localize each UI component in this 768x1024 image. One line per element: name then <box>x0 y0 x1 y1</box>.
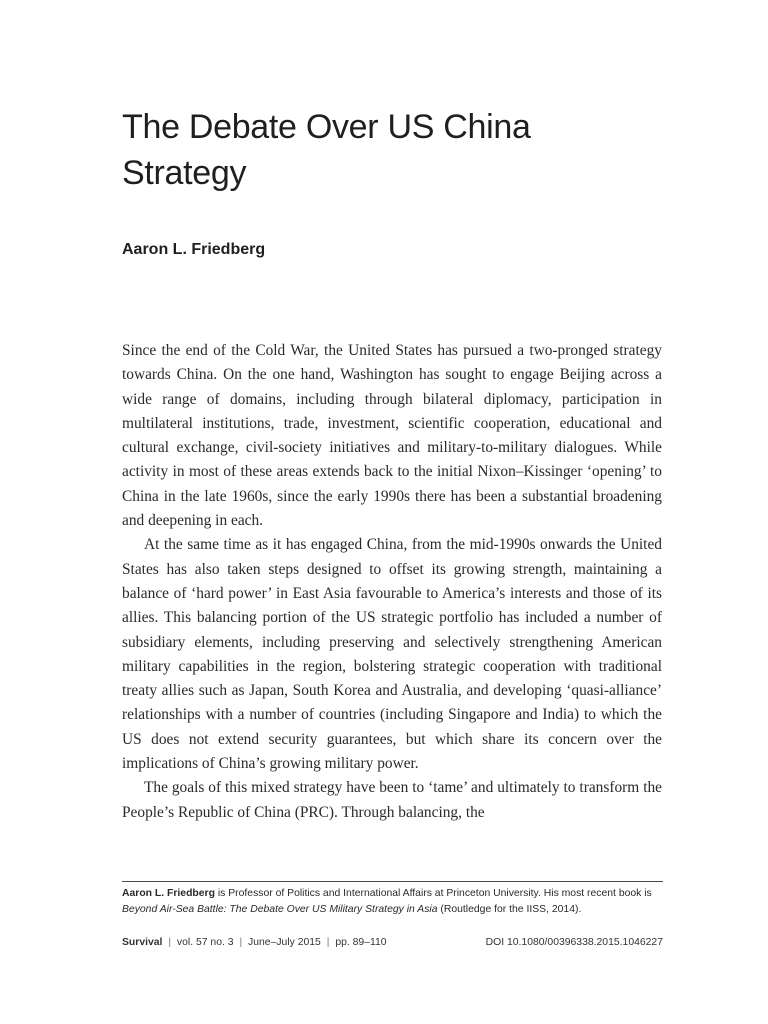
author-note-text-end: (Routledge for the IISS, 2014). <box>437 904 582 915</box>
citation-separator: | <box>239 937 243 948</box>
page-footer <box>122 936 663 950</box>
citation <box>122 936 387 950</box>
author-note <box>122 886 663 918</box>
body-paragraph-1: Since the end of the Cold War, the United States has pursued a two-pronged strategy towards China. On the one hand, Washington has sought to engage Beijing across a wide range of domains, including through bilateral diplomacy, participation in multilateral institutions, trade, investment, scientific cooperation, educational and cultural exchange, civil-society initiatives and military-to-military dialogues. While activity in most of these areas extends back to the initial Nixon–Kissinger ‘opening’ to China in the late 1960s, since the early 1990s there has been a substantial broadening and deepening in each. <box>122 342 662 530</box>
journal-date: June–July 2015 <box>248 937 321 948</box>
doi: DOI 10.1080/00396338.2015.1046227 <box>485 937 663 948</box>
journal-volume: vol. 57 no. 3 <box>176 937 234 948</box>
body-paragraph-2: At the same time as it has engaged China, from the mid-1990s onwards the United States has also taken steps designed to offset its growing strength, maintaining a balance of ‘hard power’ in East Asia favourable to America’s interests and those of its allies. This balancing portion of the US strategic portfolio has included a number of subsidiary elements, including preserving and selectively strengthening American military capabilities in the region, bolstering strategic cooperation with traditional treaty allies such as Japan, South Korea and Australia, and developing ‘quasi-alliance’ relationships with a number of countries (including Singapore and India) to which the US does not extend security guarantees, but which share its concern over the implications of China’s growing military power. <box>122 536 662 773</box>
citation-separator: | <box>326 937 330 948</box>
journal-pages: pp. 89–110 <box>335 937 387 948</box>
footnote-divider <box>122 881 663 882</box>
author-note-name: Aaron L. Friedberg <box>122 888 215 899</box>
author-note-text: is Professor of Politics and International Affairs at Princeton University. His most recent book is <box>214 888 652 899</box>
body-paragraph-3: The goals of this mixed strategy have been to ‘tame’ and ultimately to transform the People’s Republic of China (PRC). Through balancing, the <box>122 779 662 821</box>
author-note-book-title: Beyond Air-Sea Battle: The Debate Over US Military Strategy in Asia <box>122 904 438 915</box>
journal-name: Survival <box>122 937 163 948</box>
article-author: Aaron L. Friedberg <box>122 241 266 258</box>
article-body <box>122 339 662 825</box>
article-title: The Debate Over US China Strategy <box>122 108 531 192</box>
citation-separator: | <box>168 937 172 948</box>
